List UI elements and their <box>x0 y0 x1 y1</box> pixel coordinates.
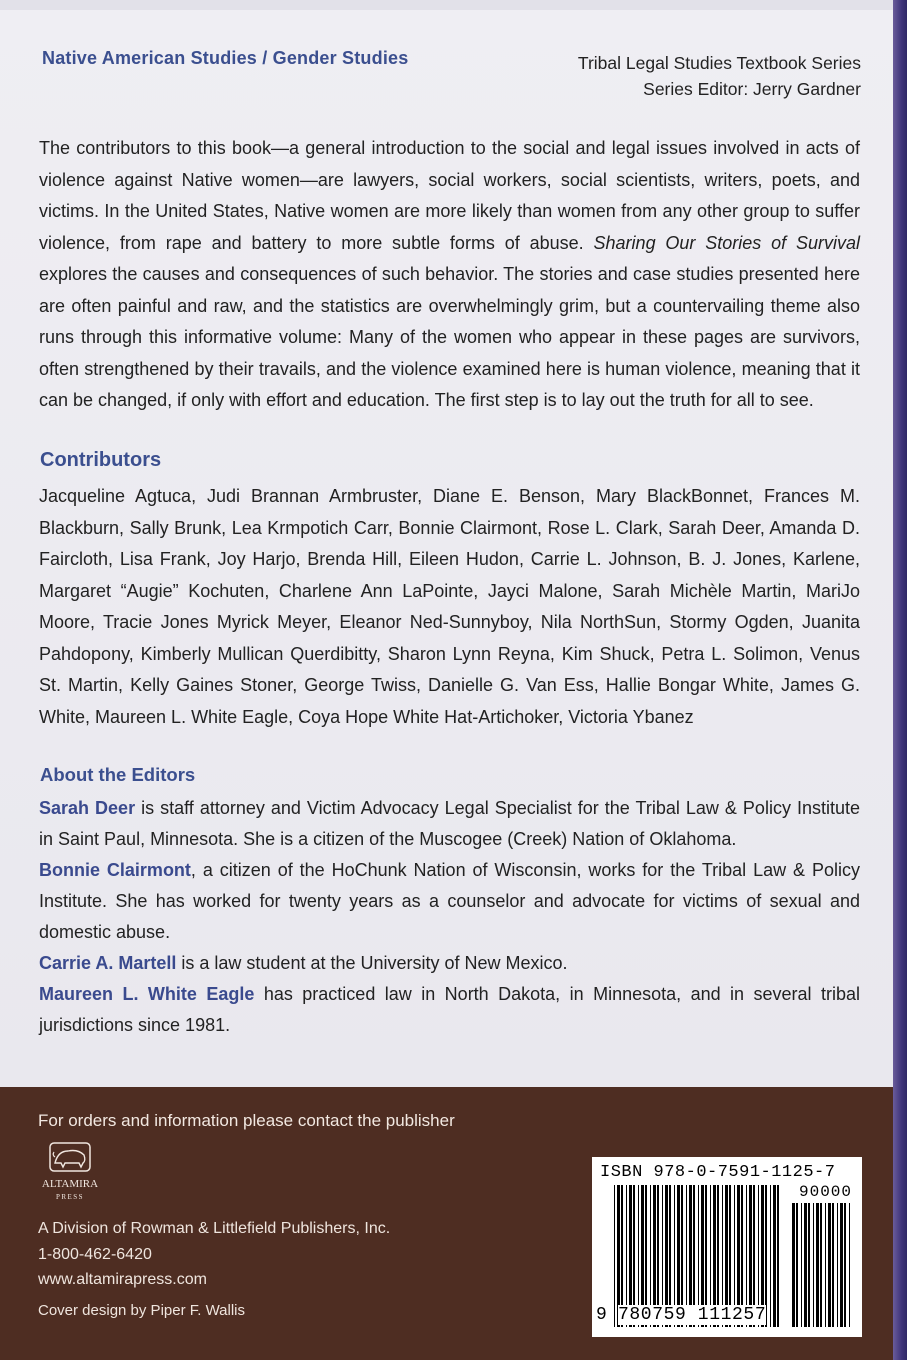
barcode-bar <box>813 1203 814 1327</box>
editor-bio <box>39 793 860 855</box>
barcode-bar <box>773 1185 776 1327</box>
barcode-addon-digits: 90000 <box>799 1183 853 1201</box>
altamira-logo <box>38 1139 102 1205</box>
editors-heading: About the Editors <box>40 764 196 785</box>
editor-name: Maureen L. White Eagle <box>39 984 255 1004</box>
altamira-bison-icon <box>38 1139 102 1205</box>
barcode-bar <box>614 1185 615 1327</box>
publisher-phone: 1-800-462-6420 <box>38 1246 152 1263</box>
series-title: Tribal Legal Studies Textbook Series <box>577 53 861 73</box>
barcode-bar <box>832 1203 834 1327</box>
isbn-number: ISBN 978-0-7591-1125-7 <box>600 1163 836 1182</box>
barcode-bar <box>816 1203 819 1327</box>
editor-bio <box>39 979 860 1041</box>
barcode-bar <box>770 1185 771 1327</box>
book-description <box>39 133 860 417</box>
contributors-heading: Contributors <box>40 449 162 471</box>
editor-bio-text: is staff attorney and Victim Advocacy Legal Specialist for the Tribal Law & Policy Institute in Saint Paul, Minnesota. She is a citizen of the Muscogee (Creek) Nation of Oklahoma. <box>39 798 860 849</box>
cover-design-credit: Cover design by Piper F. Wallis <box>38 1302 246 1319</box>
description-part-1: The contributors to this book—a general introduction to the social and legal issues involved in acts of violence against Native women—are lawyers, social workers, social scientists, writers, poets, and victims. In the United States, Native women are more likely than women from any other group to suffer violence, from rape and battery to more subtle forms of abuse. <box>39 138 860 253</box>
barcode-bar <box>828 1203 831 1327</box>
order-contact-text: For orders and information please contact the publisher <box>38 1111 455 1130</box>
publisher-website: www.altamirapress.com <box>38 1271 207 1288</box>
description-part-2: explores the causes and consequences of such behavior. The stories and case studies presented here are often painful and raw, and the statistics are overwhelmingly grim, but a countervailing theme also runs through this informative volume: Many of the women who appear in these pages are survivors, often strengthened by their travails, and the violence examined here is human violence, meaning that it can be changed, if only with effort and education. The first step is to lay out the truth for all to see. <box>39 264 860 410</box>
barcode-bar <box>808 1203 810 1327</box>
subject-category: Native American Studies / Gender Studies <box>42 48 409 68</box>
barcode-bar <box>796 1203 798 1327</box>
editor-bio <box>39 855 860 948</box>
isbn-barcode <box>592 1157 862 1337</box>
publisher-division: A Division of Rowman & Littlefield Publishers, Inc. <box>38 1220 391 1237</box>
editor-name: Carrie A. Martell <box>39 953 177 973</box>
publisher-footer <box>0 1087 893 1360</box>
book-title: Sharing Our Stories of Survival <box>593 232 861 253</box>
editor-bio-text: , a citizen of the HoChunk Nation of Wisconsin, works for the Tribal Law & Policy Institute. She has worked for twenty years as a counselor and advocate for victims of sexual and domestic abuse. <box>39 860 860 942</box>
svg-text:ALTAMIRA: ALTAMIRA <box>41 1178 99 1190</box>
series-editor: Series Editor: Jerry Gardner <box>643 79 861 99</box>
series-info <box>578 50 861 102</box>
editor-bio-text: has practiced law in North Dakota, in Minnesota, and in several tribal jurisdictions since 1981. <box>39 984 860 1035</box>
svg-text:PRESS: PRESS <box>55 1193 85 1201</box>
editors-section <box>39 793 860 1041</box>
barcode-bar <box>801 1203 802 1327</box>
editor-name: Bonnie Clairmont <box>39 860 191 880</box>
spine-edge <box>893 0 907 1360</box>
top-band <box>0 0 893 10</box>
barcode-bar <box>825 1203 826 1327</box>
barcode-bar <box>777 1185 779 1327</box>
barcode-bar <box>820 1203 822 1327</box>
barcode-lead-digit: 9 <box>596 1305 607 1325</box>
barcode-main-digits: 780759 111257 <box>618 1305 767 1325</box>
editor-name: Sarah Deer <box>39 798 136 818</box>
barcode-bar <box>792 1203 795 1327</box>
barcode-bar <box>849 1203 850 1327</box>
contributors-list: Jacqueline Agtuca, Judi Brannan Armbruster, Diane E. Benson, Mary BlackBonnet, Frances M. Blackburn, Sally Brunk, Lea Krmpotich Carr, Bonnie Clairmont, Rose L. Clark, Sarah Deer, Amanda D. Faircloth, Lisa Frank, Joy Harjo, Brenda Hill, Eileen Hudon, Carrie L. Johnson, B. J. Jones, Karlene, Margaret “Augie” Kochuten, Charlene Ann LaPointe, Jayci Malone, Sarah Michèle Martin, MariJo Moore, Tracie Jones Myrick Meyer, Eleanor Ned-Sunnyboy, Nila NorthSun, Stormy Ogden, Juanita Pahdopony, Kimberly Mullican Querdibitty, Sharon Lynn Reyna, Kim Shuck, Petra L. Solimon, Venus St. Martin, Kelly Gaines Stoner, George Twiss, Danielle G. Van Ess, Hallie Bongar White, James G. White, Maureen L. White Eagle, Coya Hope White Hat-Artichoker, Victoria Ybanez <box>39 486 860 727</box>
barcode-bar <box>804 1203 807 1327</box>
barcode-bar <box>840 1203 843 1327</box>
barcode-bar <box>837 1203 838 1327</box>
editor-bio <box>39 948 860 979</box>
editor-bio-text: is a law student at the University of New Mexico. <box>176 953 568 973</box>
barcode-bar <box>844 1203 846 1327</box>
